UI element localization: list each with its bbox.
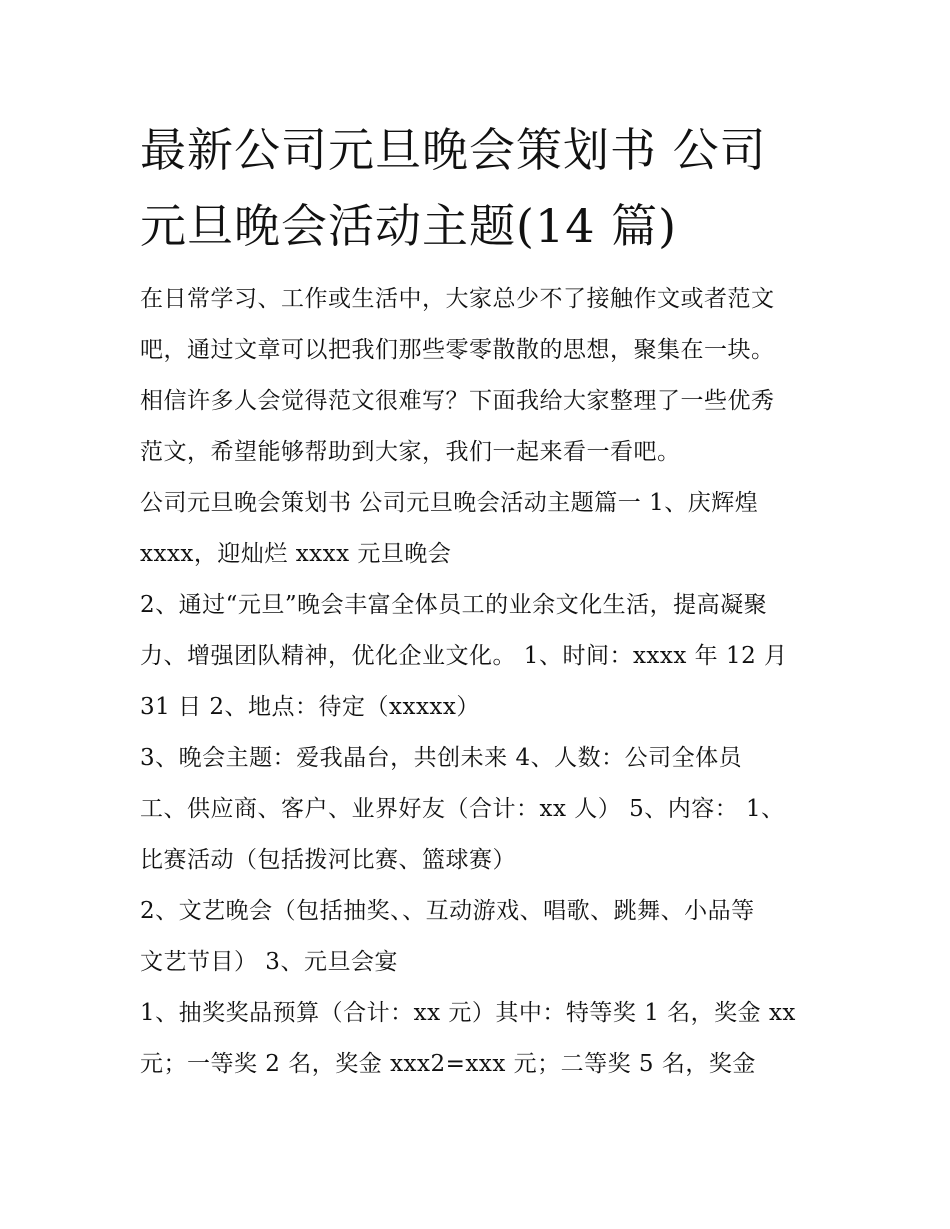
body-line-5: 公司元旦晚会策划书 公司元旦晚会活动主题篇一 1、庆辉煌	[140, 490, 759, 516]
document-body	[140, 274, 840, 1090]
title-line-1: 最新公司元旦晚会策划书 公司	[140, 123, 767, 177]
body-line-1: 在日常学习、工作或生活中，大家总少不了接触作文或者范文	[140, 286, 775, 312]
body-line-13: 2、文艺晚会（包括抽奖、、互动游戏、唱歌、跳舞、小品等	[140, 898, 755, 924]
title-line-2: 元旦晚会活动主题(14 篇)	[140, 199, 678, 253]
body-line-7: 2、通过“元旦”晚会丰富全体员工的业余文化生活，提高凝聚	[140, 592, 768, 618]
body-line-9: 31 日 2、地点：待定（xxxxx）	[140, 694, 480, 720]
body-line-14: 文艺节目） 3、元旦会宴	[140, 949, 398, 975]
body-line-4: 范文，希望能够帮助到大家，我们一起来看一看吧。	[140, 439, 681, 465]
body-line-15: 1、抽奖奖品预算（合计：xx 元）其中：特等奖 1 名，奖金 xx	[140, 1000, 796, 1026]
body-line-16: 元；一等奖 2 名，奖金 xxx2=xxx 元；二等奖 5 名，奖金	[140, 1051, 756, 1077]
body-line-8: 力、增强团队精神，优化企业文化。 1、时间：xxxx 年 12 月	[140, 643, 788, 669]
body-line-3: 相信许多人会觉得范文很难写？下面我给大家整理了一些优秀	[140, 388, 775, 414]
body-line-2: 吧，通过文章可以把我们那些零零散散的思想，聚集在一块。	[140, 337, 775, 363]
body-line-12: 比赛活动（包括拨河比赛、篮球赛）	[140, 847, 516, 873]
body-line-11: 工、供应商、客户、业界好友（合计：xx 人） 5、内容： 1、	[140, 796, 785, 822]
body-line-6: xxxx，迎灿烂 xxxx 元旦晚会	[140, 541, 452, 567]
body-line-10: 3、晚会主题：爱我晶台，共创未来 4、人数：公司全体员	[140, 745, 743, 771]
document-title	[140, 112, 830, 264]
